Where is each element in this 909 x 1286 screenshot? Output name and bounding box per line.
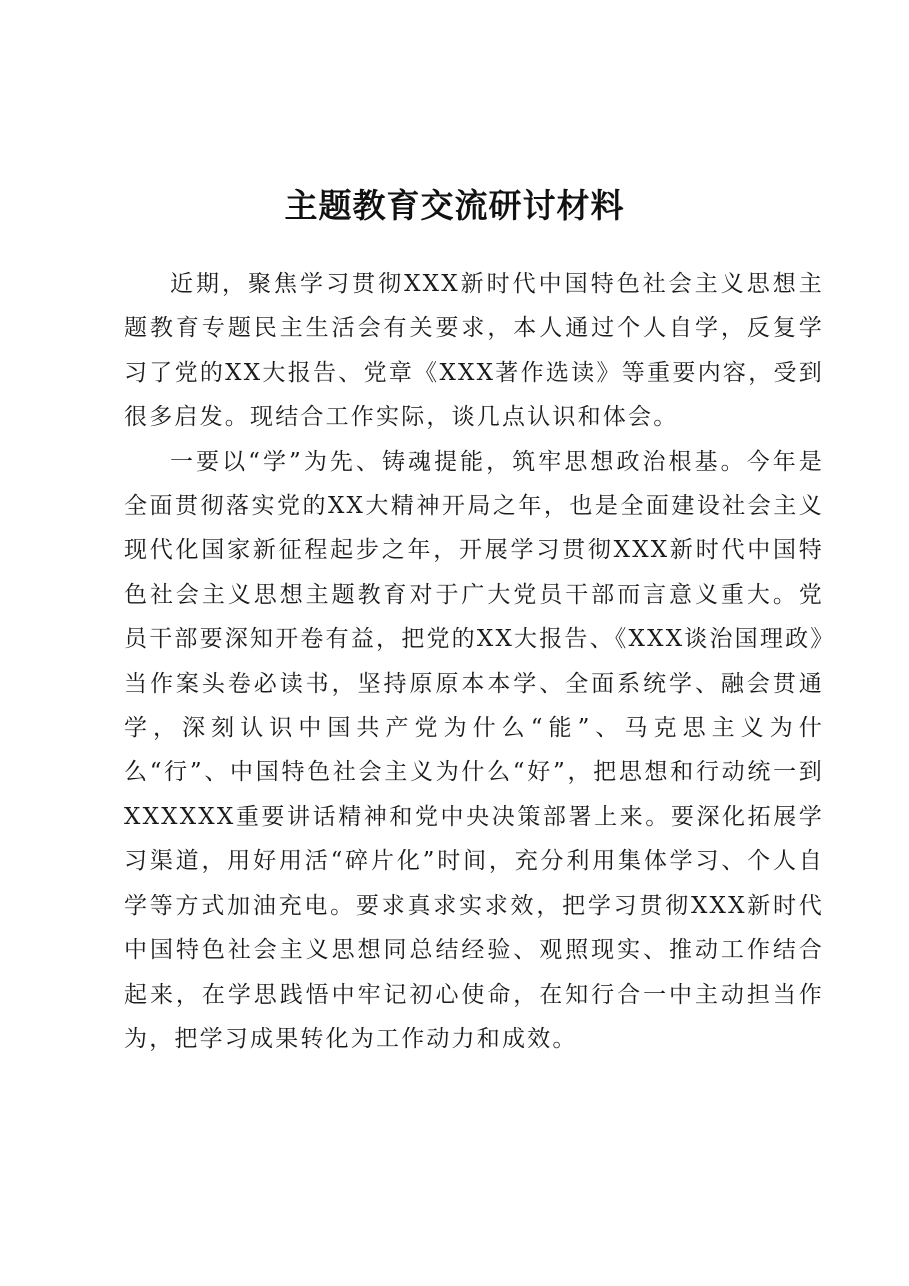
paragraph-intro: 近期，聚焦学习贯彻XXX新时代中国特色社会主义思想主题教育专题民主生活会有关要求，本人通过个人自学，反复学习了党的XX大报告、党章《XXX著作选读》等重要内容，受到很多启发。现结合工作实际，谈几点认识和体会。 — [124, 271, 824, 431]
document-title: 主题教育交流研讨材料 — [284, 186, 625, 225]
paragraph-point-one: 一要以“学”为先、铸魂提能，筑牢思想政治根基。今年是全面贯彻落实党的XX大精神开局之年，也是全面建设社会主义现代化国家新征程起步之年，开展学习贯彻XXX新时代中国特色社会主义思想主题教育对于广大党员干部而言意义重大。党员干部要深知开卷有益，把党的XX大报告、《XXX谈治国理政》当作案头卷必读书，坚持原原本本学、全面系统学、融会贯通学，深刻认识中国共产党为什么“能”、马克思主义为什么“行”、中国特色社会主义为什么“好”，把思想和行动统一到XXXXXX重要讲话精神和党中央决策部署上来。要深化拓展学习渠道，用好用活“碎片化”时间，充分利用集体学习、个人自学等方式加油充电。要求真求实求效，把学习贯彻XXX新时代中国特色社会主义思想同总结经验、观照现实、推动工作结合起来，在学思践悟中牢记初心使命，在知行合一中主动担当作为，把学习成果转化为工作动力和成效。 — [124, 448, 824, 1052]
document-body — [124, 262, 824, 1061]
